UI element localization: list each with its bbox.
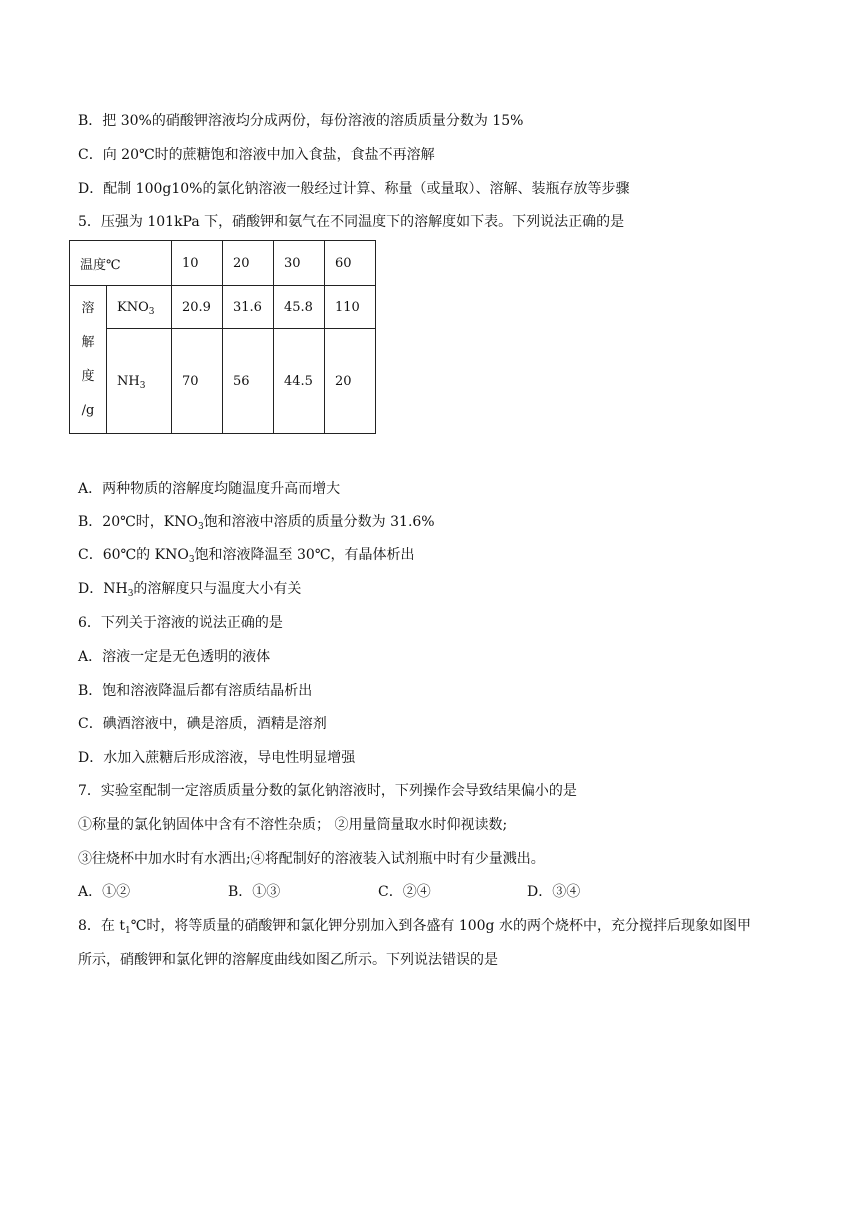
q5-option-a: A．两种物质的溶解度均随温度升高而增大 bbox=[78, 481, 341, 497]
q6-option-c: C．碘酒溶液中，碘是溶质，酒精是溶剂 bbox=[78, 716, 327, 732]
kno3-value: 110 bbox=[325, 286, 376, 329]
temp-cell: 30 bbox=[274, 241, 325, 286]
solubility-table bbox=[69, 240, 376, 434]
q6-option-b: B．饱和溶液降温后都有溶质结晶析出 bbox=[78, 683, 313, 699]
label-char: 度 bbox=[81, 368, 95, 384]
q7-option-b: B．①③ bbox=[228, 884, 281, 900]
question-8-stem-line-2: 所示，硝酸钾和氯化钾的溶解度曲线如图乙所示。下列说法错误的是 bbox=[78, 952, 498, 968]
table-row-nh3 bbox=[70, 329, 376, 434]
nh3-label: $NH_3$ bbox=[106, 329, 171, 434]
line-q4-option-c: C．向 20℃时的蔗糖饱和溶液中加入食盐，食盐不再溶解 bbox=[78, 147, 435, 163]
kno3-label: $KNO_3$ bbox=[106, 286, 171, 329]
q5-option-d: D．$NH_3$的溶解度只与温度大小有关 bbox=[78, 581, 302, 599]
q7-statements-line-1: ①称量的氯化钠固体中含有不溶性杂质； ②用量筒量取水时仰视读数; bbox=[78, 817, 508, 833]
q7-option-d: D．③④ bbox=[527, 884, 581, 900]
label-char: 解 bbox=[81, 334, 95, 350]
question-7-stem: 7．实验室配制一定溶质质量分数的氯化钠溶液时，下列操作会导致结果偏小的是 bbox=[78, 783, 577, 799]
temp-cell: 60 bbox=[325, 241, 376, 286]
q6-option-d: D．水加入蔗糖后形成溶液，导电性明显增强 bbox=[78, 750, 356, 766]
q7-option-a: A．①② bbox=[78, 884, 131, 900]
kno3-value: 31.6 bbox=[223, 286, 274, 329]
kno3-value: 45.8 bbox=[274, 286, 325, 329]
temperature-header: 温度℃ bbox=[70, 241, 172, 286]
nh3-value: 44.5 bbox=[274, 329, 325, 434]
question-6-stem: 6．下列关于溶液的说法正确的是 bbox=[78, 615, 283, 631]
kno3-value: 20.9 bbox=[172, 286, 223, 329]
line-q4-option-b: B．把 30%的硝酸钾溶液均分成两份，每份溶液的溶质质量分数为 15% bbox=[78, 113, 524, 129]
nh3-value: 56 bbox=[223, 329, 274, 434]
temp-cell: 10 bbox=[172, 241, 223, 286]
nh3-value: 70 bbox=[172, 329, 223, 434]
q5-option-b: B．20℃时，$KNO_3$饱和溶液中溶质的质量分数为 31.6% bbox=[78, 514, 435, 532]
label-char: 溶 bbox=[81, 300, 95, 316]
question-5-stem: 5．压强为 101kPa 下，硝酸钾和氨气在不同温度下的溶解度如下表。下列说法正确的是 bbox=[78, 214, 625, 230]
temp-cell: 20 bbox=[223, 241, 274, 286]
question-8-stem-line-1: 8．在 $t_1℃$时，将等质量的硝酸钾和氯化钾分别加入到各盛有 100g 水的两个烧杯中，充分搅拌后现象如图甲 bbox=[78, 918, 751, 936]
line-q4-option-d: D．配制 100g10%的氯化钠溶液一般经过计算、称量（或量取）、溶解、装瓶存放等步骤 bbox=[78, 181, 630, 197]
q7-option-c: C．②④ bbox=[378, 884, 431, 900]
q5-option-c: C．60℃的 $KNO_3$饱和溶液降温至 30℃，有晶体析出 bbox=[78, 547, 415, 565]
q6-option-a: A．溶液一定是无色透明的液体 bbox=[78, 649, 271, 665]
table-header-row bbox=[70, 241, 376, 286]
table-row-kno3 bbox=[70, 286, 376, 329]
solubility-row-label bbox=[70, 286, 107, 434]
q7-options-row bbox=[78, 882, 778, 902]
nh3-value: 20 bbox=[325, 329, 376, 434]
q7-statements-line-2: ③往烧杯中加水时有水洒出;④将配制好的溶液装入试剂瓶中时有少量溅出。 bbox=[78, 851, 545, 867]
label-char: /g bbox=[81, 402, 95, 418]
